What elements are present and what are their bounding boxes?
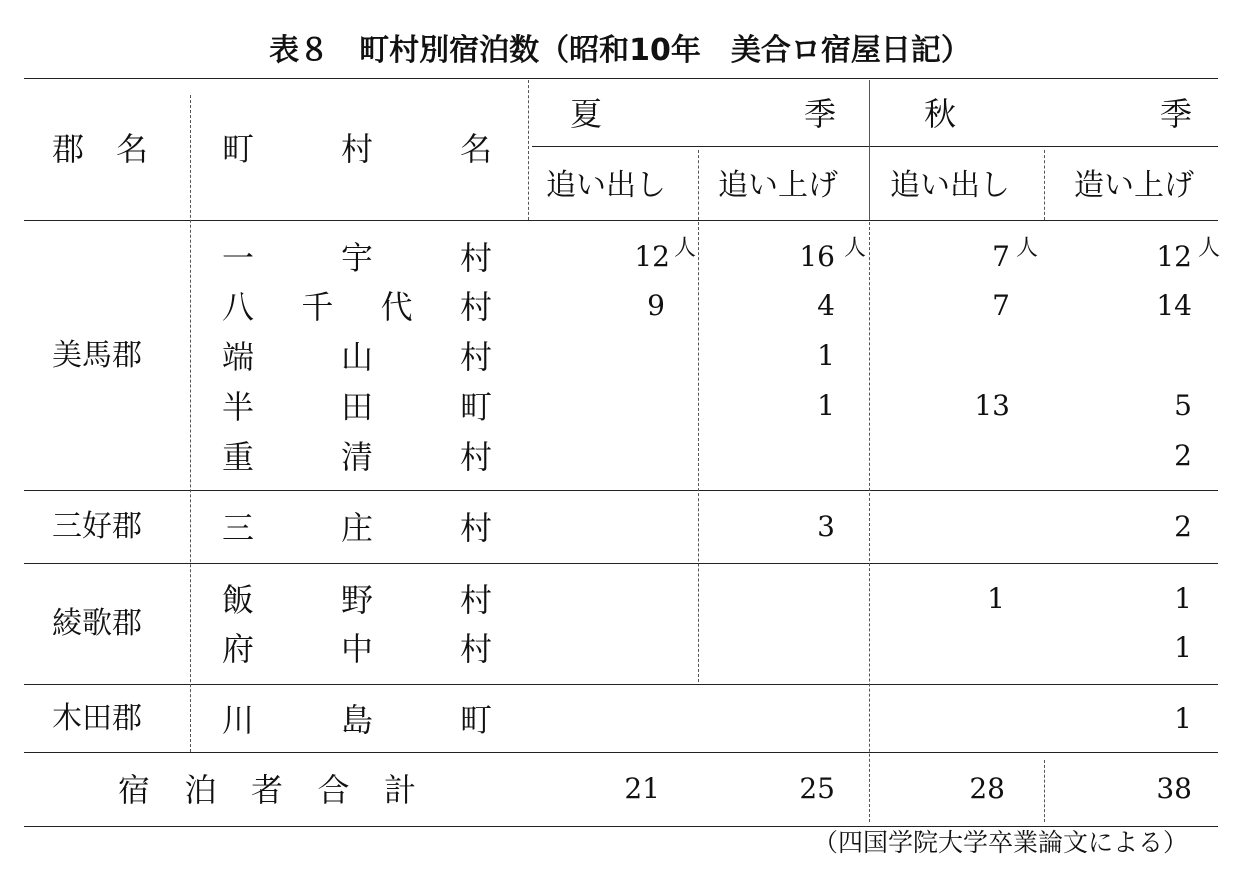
town-name-char: 村: [459, 630, 492, 668]
town-name-char: 村: [459, 239, 492, 277]
table-cell: 13: [974, 389, 1010, 422]
town-name-char: 三: [222, 509, 255, 547]
town-name-char: 宇: [340, 239, 373, 277]
town-name-char: 町: [459, 388, 492, 426]
town-name-char: 代: [380, 288, 413, 326]
table-cell: 9: [647, 289, 665, 322]
unit-label: 人: [674, 236, 697, 261]
table-cell: 12: [1156, 240, 1192, 273]
town-name-char: 八: [222, 288, 255, 326]
table-cell: 3: [817, 510, 835, 543]
total-label-char: 計: [383, 771, 416, 809]
town-name-char: 田: [340, 388, 373, 426]
town-header-char: 名: [459, 130, 492, 168]
unit-label: 人: [1198, 236, 1221, 261]
town-name-char: 半: [222, 388, 255, 426]
town-name-char: 清: [340, 438, 373, 476]
town-name-char: 山: [340, 338, 373, 376]
season-subheader-rule: [532, 146, 1218, 147]
table-cell: 2: [1174, 510, 1192, 543]
town-name-char: 重: [222, 438, 255, 476]
autumn-sub-divider-body: [1044, 760, 1045, 822]
town-name: [222, 388, 492, 426]
town-name-char: 野: [340, 581, 373, 619]
town-header: [222, 130, 492, 168]
autumn-ki-header: 季: [1160, 95, 1193, 133]
unit-label: 人: [1016, 236, 1039, 261]
summer-oiage-header: 追い上げ: [718, 168, 838, 203]
total-cell: 25: [799, 772, 835, 805]
district-name: 木田郡: [52, 701, 142, 736]
total-label-char: 泊: [184, 771, 217, 809]
town-name: [222, 581, 492, 619]
total-label-char: 合: [317, 771, 350, 809]
table-title: 表８ 町村別宿泊数（昭和10年 美合ロ宿屋日記）: [269, 33, 971, 68]
total-cell: 28: [969, 772, 1005, 805]
bottom-rule: [24, 826, 1218, 827]
summer-header: 夏: [570, 95, 603, 133]
district-name: 三好郡: [52, 509, 142, 544]
town-name-char: 町: [459, 701, 492, 739]
total-cell: 38: [1156, 772, 1192, 805]
total-label-char: 者: [250, 771, 283, 809]
district-name: 美馬郡: [52, 338, 142, 373]
district-name: 綾歌郡: [52, 606, 142, 641]
table-cell: 1: [1174, 702, 1192, 735]
total-label: [118, 771, 416, 809]
table-cell: 1: [817, 339, 835, 372]
group-rule-1: [24, 490, 1218, 491]
table-cell: 5: [1174, 389, 1192, 422]
season-divider-body: [869, 222, 870, 822]
town-name: [222, 438, 492, 476]
town-name-char: 川: [222, 701, 255, 739]
group-rule-2: [24, 563, 1218, 564]
district-header: 郡 名: [52, 130, 149, 168]
town-name-char: 村: [459, 438, 492, 476]
total-cell: 21: [624, 772, 660, 805]
town-name-char: 府: [222, 630, 255, 668]
district-column-divider: [190, 95, 191, 752]
table-cell: 14: [1156, 289, 1192, 322]
town-name: [222, 338, 492, 376]
group-rule-4: [24, 752, 1218, 753]
summer-oidashi-header: 追い出し: [546, 168, 666, 203]
summer-sub-divider: [698, 150, 699, 220]
town-column-divider: [528, 80, 529, 220]
autumn-oiage-header: 造い上げ: [1074, 168, 1194, 203]
autumn-sub-divider: [1044, 150, 1045, 220]
source-note: （四国学院大学卒業論文による）: [812, 828, 1188, 857]
group-rule-3: [24, 684, 1218, 685]
town-name-char: 中: [340, 630, 373, 668]
summer-sub-divider-body: [698, 222, 699, 682]
town-name-char: 島: [340, 701, 373, 739]
town-name-char: 村: [459, 288, 492, 326]
town-name: [222, 239, 492, 277]
autumn-header: 秋: [924, 95, 957, 133]
town-name-char: 村: [459, 581, 492, 619]
table-cell: 7: [992, 289, 1010, 322]
table-cell: 4: [817, 289, 835, 322]
town-name-char: 村: [459, 509, 492, 547]
top-rule: [24, 78, 1218, 79]
town-name: [222, 701, 492, 739]
town-name-char: 一: [222, 239, 255, 277]
table-cell: 7: [992, 240, 1010, 273]
table-cell: 1: [1174, 631, 1192, 664]
town-header-char: 村: [340, 130, 373, 168]
town-name: [222, 288, 492, 326]
table-cell: 1: [817, 389, 835, 422]
total-label-char: 宿: [118, 771, 151, 809]
season-divider: [869, 80, 870, 220]
town-name-char: 村: [459, 338, 492, 376]
town-header-char: 町: [222, 130, 255, 168]
header-bottom-rule: [24, 220, 1218, 221]
town-name: [222, 630, 492, 668]
unit-label: 人: [844, 236, 867, 261]
town-name-char: 飯: [222, 581, 255, 619]
table-cell: 2: [1174, 439, 1192, 472]
table-cell: 1: [987, 582, 1005, 615]
table-cell: 16: [799, 240, 835, 273]
summer-ki-header: 季: [804, 95, 837, 133]
town-name-char: 端: [222, 338, 255, 376]
table-cell: 1: [1174, 582, 1192, 615]
autumn-oidashi-header: 追い出し: [890, 168, 1010, 203]
town-name-char: 庄: [340, 509, 373, 547]
town-name: [222, 509, 492, 547]
town-name-char: 千: [301, 288, 334, 326]
table-cell: 12: [634, 240, 670, 273]
